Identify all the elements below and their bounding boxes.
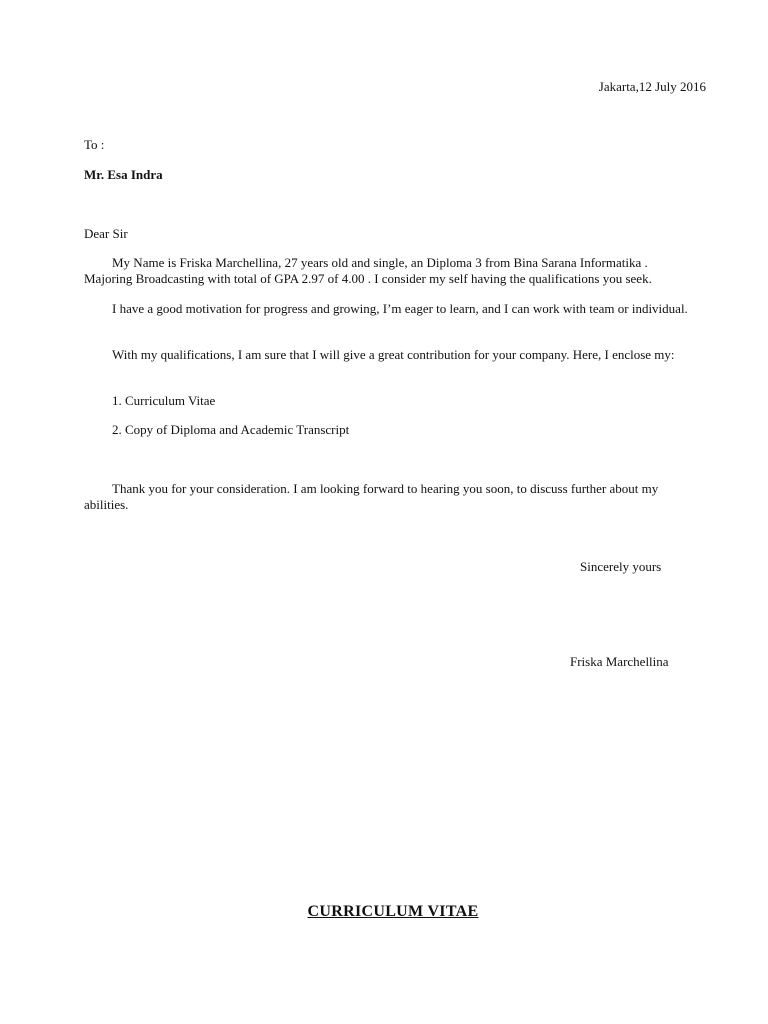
enclosure-item: 1. Curriculum Vitae (112, 393, 216, 408)
cv-title: CURRICULUM VITAE (307, 903, 479, 920)
salutation: Dear Sir (84, 226, 128, 241)
enclosure-item: 2. Copy of Diploma and Academic Transcript (112, 422, 350, 437)
paragraph-qualifications: With my qualifications, I am sure that I will give a great contribution for your company. Here, I enclose my: (112, 347, 675, 362)
paragraph-motivation: I have a good motivation for progress and growing, I’m eager to learn, and I can work with team or individual. (112, 301, 688, 316)
valediction: Sincerely yours (580, 559, 662, 574)
recipient-name: Mr. Esa Indra (84, 167, 163, 182)
paragraph-introduction: My Name is Friska Marchellina, 27 years old and single, an Diploma 3 from Bina Sarana Informatika . Majoring Broadcasting with total of GPA 2.97 of 4.00 . I consider my self having the qualifications you seek. (84, 255, 652, 286)
paragraph-closing: Thank you for your consideration. I am looking forward to hearing you soon, to discuss further about my abilities. (84, 481, 659, 512)
to-label: To : (84, 137, 105, 152)
letter-date: Jakarta,12 July 2016 (598, 79, 706, 94)
signature-name: Friska Marchellina (570, 654, 669, 669)
